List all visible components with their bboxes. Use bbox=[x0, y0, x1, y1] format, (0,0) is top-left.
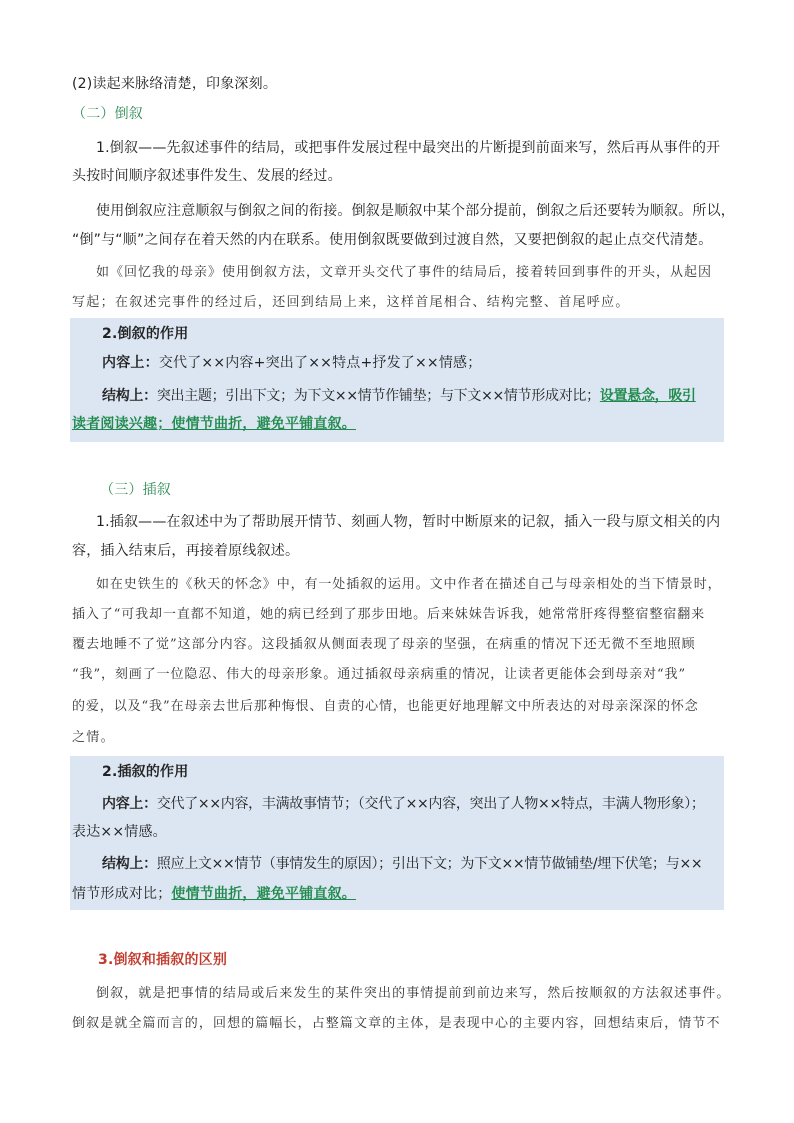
paragraph-line: (2)读起来脉络清楚，印象深刻。 bbox=[72, 76, 278, 92]
box-content-line bbox=[102, 353, 712, 373]
example-line: 倒叙，就是把事情的结局或后来发生的某件突出的事情提前到前边来写，然后按顺叙的方法叙述事件。 bbox=[96, 986, 731, 1001]
paragraph-line: 头按时间顺序叙述事件发生、发展的经过。 bbox=[72, 168, 342, 184]
box-title: 2.插叙的作用 bbox=[102, 764, 189, 780]
example-line: 写起；在叙述完事件的经过后，还回到结局上来，这样首尾相合、结构完整、首尾呼应。 bbox=[72, 295, 630, 310]
structure-label: 结构上： bbox=[102, 388, 157, 404]
paragraph-line: 容，插入结束后，再接着原线叙述。 bbox=[72, 543, 300, 559]
content-text: 交代了××内容，丰满故事情节；（交代了××内容，突出了人物××特点，丰满人物形象）； bbox=[156, 796, 705, 812]
paragraph-line: “倒”与“顺”之间存在着天然的内在联系。使用倒叙既要做到过渡自然，又要把倒叙的起止点交代清楚。 bbox=[72, 232, 713, 248]
example-line: 覆去地睡不了觉”这部分内容。这段插叙从侧面表现了母亲的坚强，在病重的情况下还无微不至地照顾 bbox=[72, 637, 696, 652]
box-content-line bbox=[102, 794, 724, 814]
structure-emphasis: 设置悬念，吸引 bbox=[599, 388, 696, 404]
content-label: 内容上： bbox=[102, 796, 157, 812]
paragraph-line: 1.倒叙——先叙述事件的结局，或把事件发展过程中最突出的片断提到前面来写，然后再从事件的开 bbox=[96, 140, 721, 156]
content-text: 交代了××内容+突出了××特点+抒发了××情感； bbox=[158, 355, 482, 371]
structure-text-2: 情节形成对比； bbox=[72, 886, 172, 902]
structure-emphasis: 使情节曲折，避免平铺直叙。 bbox=[171, 886, 357, 902]
example-line: 倒叙是就全篇而言的，回想的篇幅长，占整篇文章的主体，是表现中心的主要内容，回想结束后，情节不 bbox=[72, 1016, 721, 1031]
structure-label: 结构上： bbox=[102, 856, 157, 872]
example-line: 之情。 bbox=[72, 730, 115, 745]
structure-emphasis: 读者阅读兴趣；使情节曲折，避免平铺直叙。 bbox=[72, 416, 356, 432]
paragraph-line: 使用倒叙应注意顺叙与倒叙之间的衔接。倒叙是顺叙中某个部分提前，倒叙之后还要转为顺叙。所以， bbox=[96, 203, 735, 219]
box-title: 2.倒叙的作用 bbox=[102, 326, 189, 342]
section-heading-difference: 3.倒叙和插叙的区别 bbox=[98, 952, 228, 968]
example-line: 的爱，以及“我”在母亲去世后那种悔恨、自责的心情，也能更好地理解文中所表达的对母亲深深的怀念 bbox=[72, 699, 699, 714]
example-line: 如在史铁生的《秋天的怀念》中，有一处插叙的运用。文中作者在描述自己与母亲相处的当下情景时， bbox=[96, 577, 722, 592]
paragraph-line: 1.插叙——在叙述中为了帮助展开情节、刻画人物，暂时中断原来的记叙，插入一段与原文相关的内 bbox=[96, 514, 721, 530]
box-structure-line bbox=[102, 386, 722, 406]
box-structure-line-2 bbox=[72, 884, 692, 904]
box-structure-line bbox=[102, 854, 724, 874]
content-label: 内容上： bbox=[102, 355, 159, 371]
function-box-daoxu bbox=[70, 318, 724, 442]
structure-text: 突出主题；引出下文；为下文××情节作铺垫；与下文××情节形成对比； bbox=[156, 388, 600, 404]
section-heading-chaxu: （三）插叙 bbox=[100, 482, 171, 498]
section-heading-daoxu: （二）倒叙 bbox=[72, 106, 143, 122]
example-line: “我”，刻画了一位隐忍、伟大的母亲形象。通过插叙母亲病重的情况，让读者更能体会到母亲对“我” bbox=[72, 667, 686, 682]
function-box-chaxu bbox=[70, 756, 724, 910]
example-line: 如《回忆我的母亲》使用倒叙方法，文章开头交代了事件的结局后，接着转回到事件的开头，从起因 bbox=[96, 265, 713, 280]
box-content-line-2: 表达××情感。 bbox=[72, 824, 167, 840]
structure-text: 照应上文××情节（事情发生的原因）；引出下文；为下文××情节做铺垫/埋下伏笔；与×× bbox=[156, 856, 703, 872]
box-structure-line-2 bbox=[72, 414, 692, 434]
example-line: 插入了“可我却一直都不知道，她的病已经到了那步田地。后来妹妹告诉我，她常常肝疼得整宿整宿翻来 bbox=[72, 607, 706, 622]
